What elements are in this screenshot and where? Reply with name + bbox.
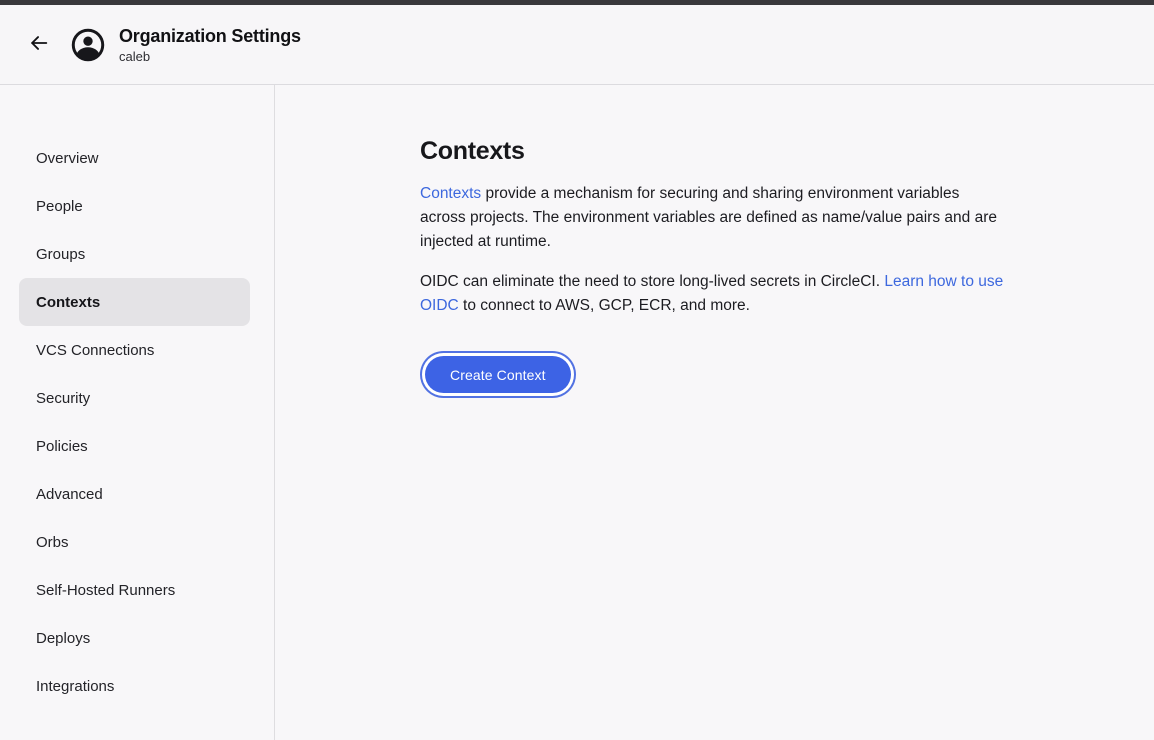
contexts-docs-link[interactable]: Contexts — [420, 185, 482, 202]
sidebar-item-vcs-connections[interactable]: VCS Connections — [36, 341, 155, 359]
oidc-description-line1: OIDC can eliminate the need to store long-lived secrets in CircleCI. — [420, 273, 885, 290]
sidebar-item-self-hosted-runners[interactable]: Self-Hosted Runners — [36, 581, 176, 599]
page-title: Organization Settings — [119, 25, 301, 46]
oidc-learn-link[interactable]: Learn how to use — [884, 273, 1004, 290]
contexts-description-line3: injected at runtime. — [420, 233, 551, 250]
oidc-description-line2: to connect to AWS, GCP, ECR, and more. — [458, 297, 750, 314]
contexts-description — [420, 182, 1114, 254]
content-area — [0, 85, 1154, 740]
sidebar-item-deploys[interactable]: Deploys — [36, 629, 91, 647]
sidebar-item-people[interactable]: People — [36, 197, 83, 215]
back-button[interactable] — [24, 30, 54, 60]
organization-name: caleb — [119, 48, 151, 64]
sidebar-item-groups[interactable]: Groups — [36, 245, 86, 263]
header-text-block — [119, 25, 301, 65]
settings-sidebar — [0, 85, 275, 740]
sidebar-item-integrations[interactable]: Integrations — [36, 677, 115, 695]
sidebar-item-security[interactable]: Security — [36, 389, 91, 407]
sidebar-item-overview[interactable]: Overview — [36, 149, 99, 167]
create-context-button[interactable]: Create Context — [425, 356, 571, 393]
oidc-learn-link-continued[interactable]: OIDC — [420, 297, 459, 314]
contexts-description-line1: provide a mechanism for securing and sharing environment variables — [481, 185, 960, 202]
section-heading: Contexts — [420, 137, 525, 165]
oidc-description — [420, 270, 1114, 318]
actions-row — [420, 351, 1114, 398]
arrow-left-icon — [28, 32, 50, 57]
sidebar-nav — [0, 134, 274, 710]
main-panel — [275, 85, 1154, 740]
sidebar-item-orbs[interactable]: Orbs — [36, 533, 69, 551]
page-header — [0, 5, 1154, 85]
organization-avatar — [71, 28, 105, 62]
sidebar-item-advanced[interactable]: Advanced — [36, 485, 103, 503]
sidebar-item-policies[interactable]: Policies — [36, 437, 88, 455]
contexts-description-line2: across projects. The environment variables are defined as name/value pairs and are — [420, 209, 997, 226]
sidebar-item-contexts[interactable]: Contexts — [19, 278, 250, 326]
